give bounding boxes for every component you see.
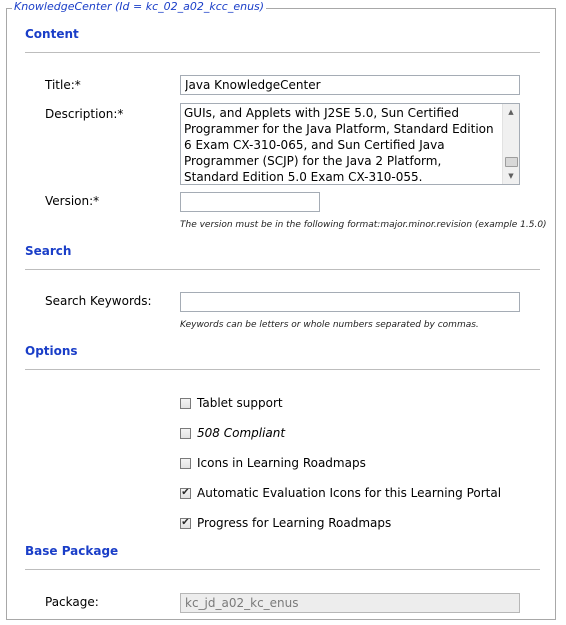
checkmark-icon: ✔: [181, 487, 190, 498]
option-label: Icons in Learning Roadmaps: [197, 456, 366, 470]
checkbox[interactable]: [180, 458, 191, 469]
section-title-search: Search: [25, 244, 72, 258]
description-label: Description:*: [45, 107, 124, 121]
version-input[interactable]: [180, 192, 320, 212]
title-input[interactable]: [180, 75, 520, 95]
section-divider: [25, 369, 540, 370]
checkmark-icon: ✔: [181, 517, 190, 528]
option-label: Progress for Learning Roadmaps: [197, 516, 392, 530]
section-title-content: Content: [25, 27, 79, 41]
option-progress-learning-roadmaps[interactable]: [180, 515, 391, 531]
option-508-compliant[interactable]: [180, 425, 285, 441]
checkbox[interactable]: [180, 428, 191, 439]
description-scrollbar[interactable]: [502, 104, 519, 184]
option-label: 508 Compliant: [197, 426, 286, 440]
fieldset-legend: KnowledgeCenter (Id = kc_02_a02_kcc_enus): [14, 0, 265, 13]
checkbox[interactable]: [180, 398, 191, 409]
section-divider: [25, 52, 540, 53]
version-label: Version:*: [45, 194, 100, 208]
section-divider: [25, 569, 540, 570]
package-input: [180, 593, 520, 613]
version-hint: The version must be in the following format:major.minor.revision (example 1.5.0): [180, 220, 547, 230]
option-tablet-support[interactable]: [180, 395, 283, 411]
section-divider: [25, 269, 540, 270]
description-textarea[interactable]: [180, 103, 520, 185]
scroll-up-arrow-icon[interactable]: ▲: [508, 108, 514, 116]
checkbox-checked[interactable]: [180, 488, 191, 499]
checkbox-checked[interactable]: [180, 518, 191, 529]
scroll-down-arrow-icon[interactable]: ▼: [508, 172, 514, 180]
option-automatic-evaluation-icons[interactable]: [180, 485, 501, 501]
option-label: Automatic Evaluation Icons for this Learning Portal: [197, 486, 502, 500]
option-icons-learning-roadmaps[interactable]: [180, 455, 366, 471]
package-label: Package:: [45, 595, 99, 609]
scrollbar-thumb[interactable]: [505, 157, 518, 167]
section-title-options: Options: [25, 344, 78, 358]
description-text: GUIs, and Applets with J2SE 5.0, Sun Certified Programmer for the Java Platform, Standard Edition 6 Exam CX-310-065, and Sun Certified Java Programmer (SCJP) for the Java 2 Platform, Standard Edition 5.0 Exam CX-310-055.: [184, 106, 494, 184]
search-keywords-hint: Keywords can be letters or whole numbers separated by commas.: [180, 320, 479, 330]
section-title-base-package: Base Package: [25, 544, 119, 558]
search-keywords-label: Search Keywords:: [45, 294, 152, 308]
option-label: Tablet support: [197, 396, 283, 410]
search-keywords-input[interactable]: [180, 292, 520, 312]
title-label: Title:*: [45, 78, 81, 92]
